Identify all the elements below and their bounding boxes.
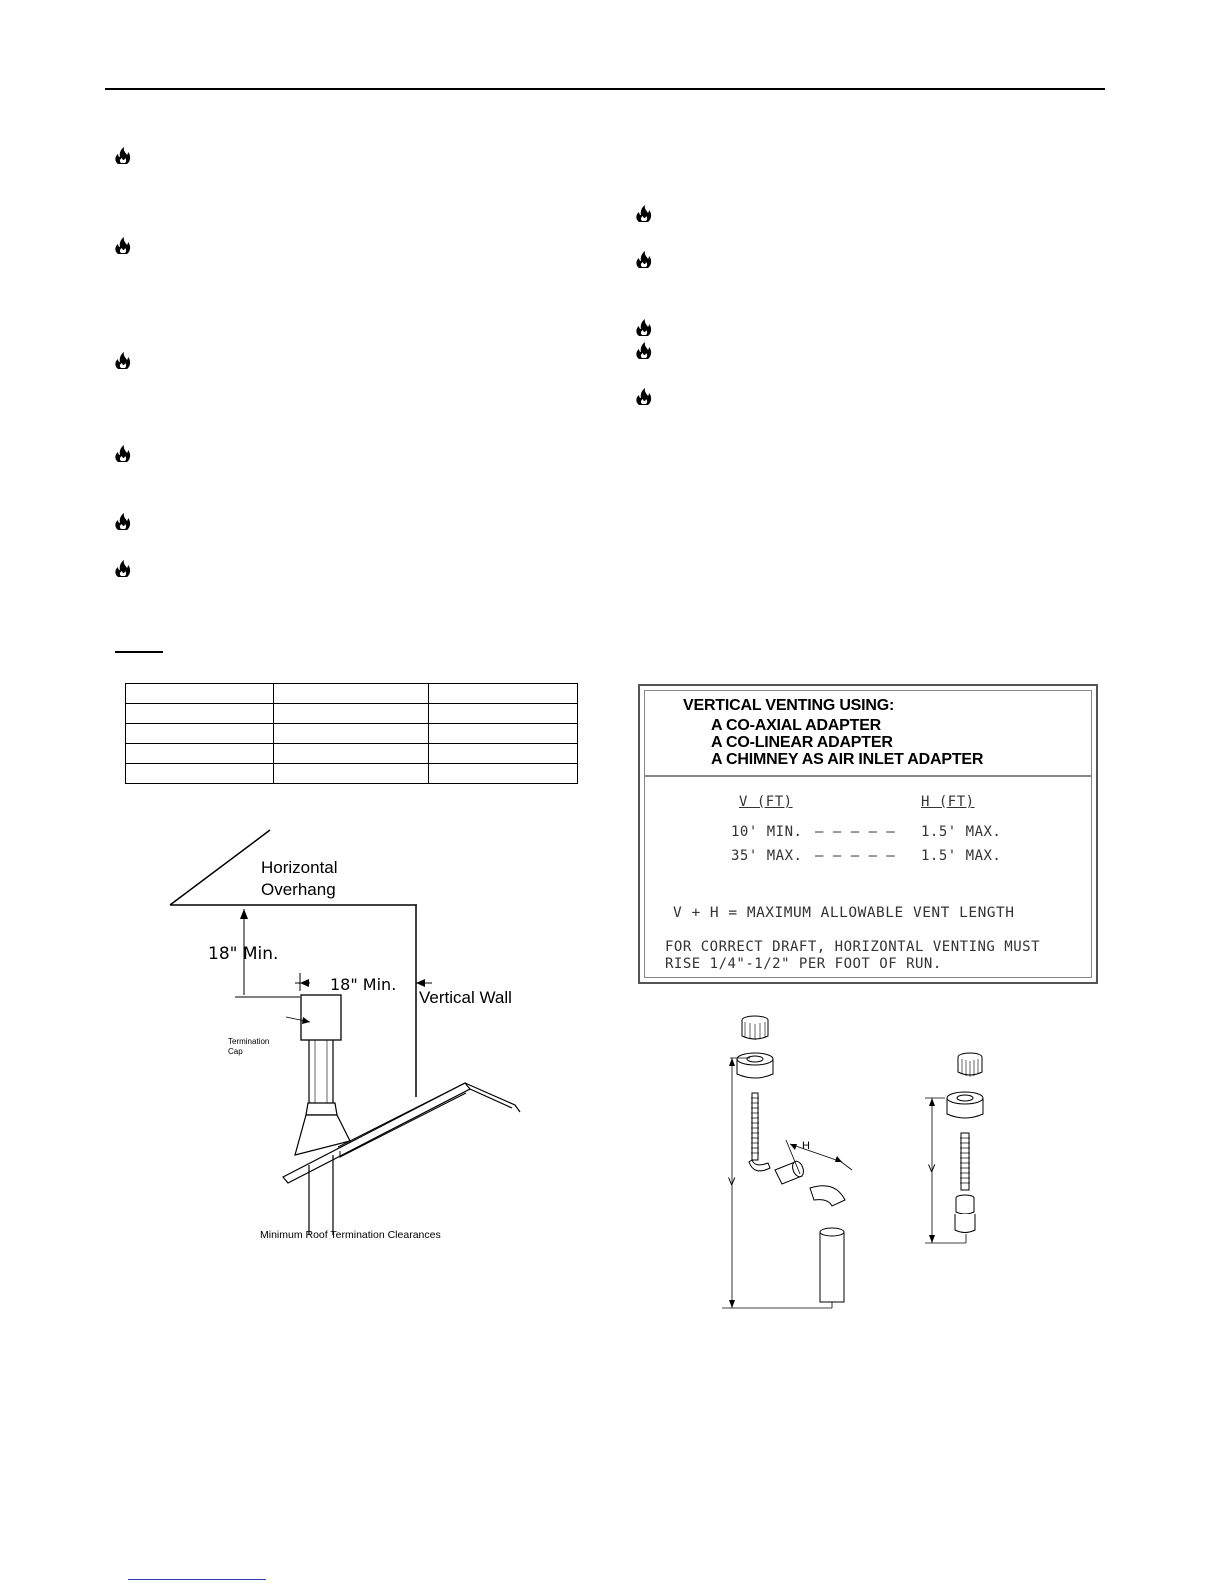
overhang-label: Overhang (261, 880, 336, 899)
horizontal-clearance-label: 18" Min. (330, 975, 397, 994)
column-header-h: H (FT) (921, 794, 975, 810)
panel-heading: VERTICAL VENTING USING: (683, 697, 895, 714)
draft-note: RISE 1/4"-1/2" PER FOOT OF RUN. (665, 956, 942, 972)
row-leader: — — — — — (815, 824, 896, 840)
panel-divider (645, 775, 1091, 777)
cap-label: Cap (228, 1047, 243, 1056)
flame-icon (634, 249, 654, 269)
row-v-value: 35' MAX. (731, 848, 803, 864)
column-header-v: V (FT) (739, 794, 793, 810)
table-row (126, 684, 578, 704)
flame-icon (113, 558, 133, 578)
panel-frame (644, 690, 1092, 978)
flame-icon (113, 145, 133, 165)
table-row (126, 724, 578, 744)
cap-label: Termination (228, 1037, 270, 1046)
vertical-venting-panel (638, 684, 1098, 984)
table-row (126, 704, 578, 724)
draft-note: FOR CORRECT DRAFT, HORIZONTAL VENTING MUST (665, 939, 1041, 955)
vertical-clearance-label: 18" Min. (208, 944, 279, 964)
flame-icon (113, 350, 133, 370)
flame-icon (113, 235, 133, 255)
row-v-value: 10' MIN. (731, 824, 803, 840)
panel-option: A CHIMNEY AS AIR INLET ADAPTER (711, 751, 984, 768)
table-row (126, 744, 578, 764)
overhang-label: Horizontal (261, 858, 338, 877)
header-rule (105, 88, 1105, 90)
roof-clearance-figure (160, 825, 540, 1250)
wall-label: Vertical Wall (419, 988, 512, 1007)
row-h-value: 1.5' MAX. (921, 824, 1002, 840)
flame-icon (634, 317, 654, 337)
flame-icon (113, 511, 133, 531)
flame-icon (634, 386, 654, 406)
flame-icon (113, 443, 133, 463)
formula-text: V + H = MAXIMUM ALLOWABLE VENT LENGTH (673, 905, 1015, 921)
note-underline (115, 651, 163, 653)
clearance-table (125, 683, 578, 784)
flame-icon (634, 340, 654, 360)
v-dimension-label: V (728, 1176, 736, 1188)
footer-link[interactable] (128, 1579, 266, 1580)
figure-caption: Minimum Roof Termination Clearances (260, 1229, 441, 1241)
panel-option: A CO-LINEAR ADAPTER (711, 734, 893, 751)
row-leader: — — — — — (815, 848, 896, 864)
vent-assembly-figures (700, 1010, 1030, 1325)
row-h-value: 1.5' MAX. (921, 848, 1002, 864)
flame-icon (634, 203, 654, 223)
panel-option: A CO-AXIAL ADAPTER (711, 717, 882, 734)
v-dimension-label: V (928, 1163, 936, 1175)
h-dimension-label: H (802, 1140, 810, 1152)
table-row (126, 764, 578, 784)
